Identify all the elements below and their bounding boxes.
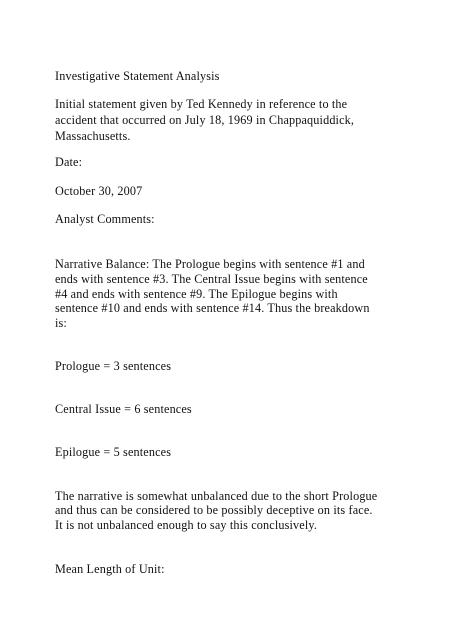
analyst-comments-label: Analyst Comments: xyxy=(55,212,155,226)
document-title: Investigative Statement Analysis xyxy=(55,69,220,83)
narrative-balance-line-2: ends with sentence #3. The Central Issue begins with sentence xyxy=(55,272,368,286)
narrative-balance-line-5: is: xyxy=(55,316,67,330)
intro-line-1: Initial statement given by Ted Kennedy in reference to the xyxy=(55,97,348,111)
conclusion-line-2: and thus can be considered to be possibly deceptive on its face. xyxy=(55,503,373,517)
intro-line-3: Massachusetts. xyxy=(55,129,131,143)
intro-line-2: accident that occurred on July 18, 1969 in Chappaquiddick, xyxy=(55,113,355,127)
prologue-count: Prologue = 3 sentences xyxy=(55,359,172,373)
conclusion-line-1: The narrative is somewhat unbalanced due to the short Prologue xyxy=(55,489,378,503)
narrative-balance-line-3: #4 and ends with sentence #9. The Epilogue begins with xyxy=(55,287,338,301)
epilogue-count: Epilogue = 5 sentences xyxy=(55,445,172,459)
narrative-balance-line-4: sentence #10 and ends with sentence #14. Thus the breakdown xyxy=(55,301,370,315)
date-value: October 30, 2007 xyxy=(55,184,143,198)
mean-length-label: Mean Length of Unit: xyxy=(55,562,165,576)
conclusion-line-3: It is not unbalanced enough to say this conclusively. xyxy=(55,518,318,532)
central-issue-count: Central Issue = 6 sentences xyxy=(55,402,192,416)
date-label: Date: xyxy=(55,155,83,169)
narrative-balance-line-1: Narrative Balance: The Prologue begins with sentence #1 and xyxy=(55,257,365,271)
